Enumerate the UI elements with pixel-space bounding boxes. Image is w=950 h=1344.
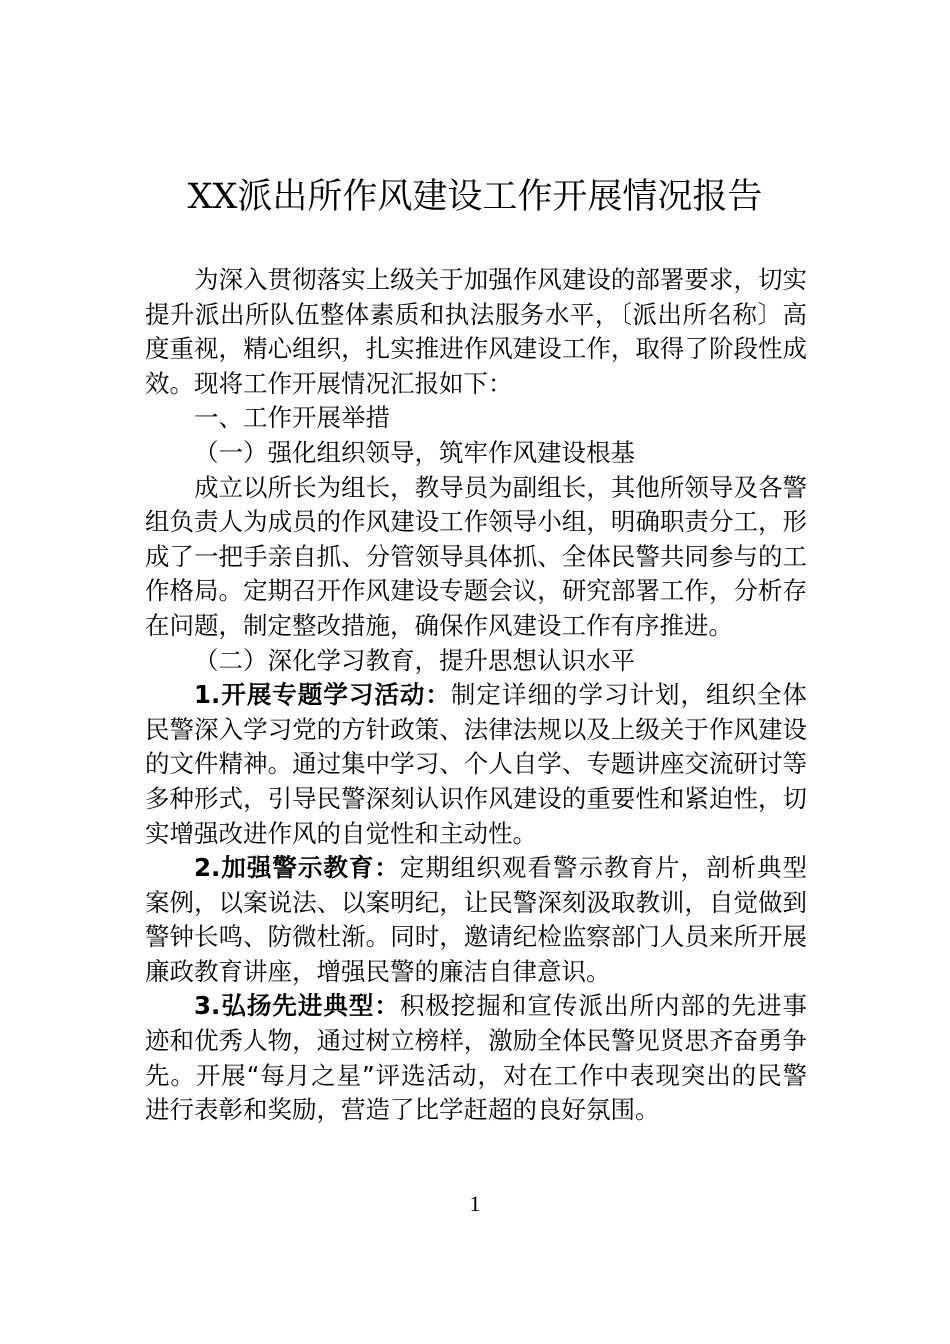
document-title: XX派出所作风建设工作开展情况报告 — [187, 177, 763, 217]
item-1-paragraph — [145, 678, 807, 851]
subsection-heading-1: （一）强化组织领导，筑牢作风建设根基 — [194, 437, 635, 467]
subsection-heading-2: （二）深化学习教育，提升思想认识水平 — [194, 645, 635, 675]
item-2-lead: 2.加强警示教育： — [194, 853, 400, 883]
section-heading-1: 一、工作开展举措 — [194, 403, 390, 433]
item-3-paragraph — [145, 989, 807, 1127]
page-number: 1 — [469, 1191, 481, 1216]
item-2-body: 定期组织观看警示教育片，剖析典型案例，以案说法、以案明纪，让民警深刻汲取教训，自觉做到警钟长鸣、防微杜渐。同时，邀请纪检监察部门人员来所开展廉政教育讲座，增强民警的廉洁自律意识。 — [145, 853, 807, 986]
item-1-body: 制定详细的学习计划，组织全体民警深入学习党的方针政策、法律法规以及上级关于作风建设的文件精神。通过集中学习、个人自学、专题讲座交流研讨等多种形式，引导民警深刻认识作风建设的重要性和紧迫性，切实增强改进作风的自觉性和主动性。 — [145, 680, 807, 848]
item-3-lead: 3.弘扬先进典型： — [194, 991, 400, 1021]
item-3-body: 积极挖掘和宣传派出所内部的先进事迹和优秀人物，通过树立榜样，激励全体民警见贤思齐奋勇争先。开展“每月之星”评选活动，对在工作中表现突出的民警进行表彰和奖励，营造了比学赶超的良好氛围。 — [145, 991, 807, 1125]
intro-paragraph: 为深入贯彻落实上级关于加强作风建设的部署要求，切实提升派出所队伍整体素质和执法服务水平，〔派出所名称〕高度重视，精心组织，扎实推进作风建设工作，取得了阶段性成效。现将工作开展情况汇报如下： — [145, 265, 807, 398]
item-1-lead: 1.开展专题学习活动： — [194, 680, 451, 710]
subsection-1-paragraph: 成立以所长为组长，教导员为副组长，其他所领导及各警组负责人为成员的作风建设工作领导小组，明确职责分工，形成了一把手亲自抓、分管领导具体抓、全体民警共同参与的工作格局。定期召开作风建设专题会议，研究部署工作，分析存在问题，制定整改措施，确保作风建设工作有序推进。 — [145, 472, 807, 640]
document-body — [145, 263, 807, 1128]
item-2-paragraph — [145, 851, 807, 989]
